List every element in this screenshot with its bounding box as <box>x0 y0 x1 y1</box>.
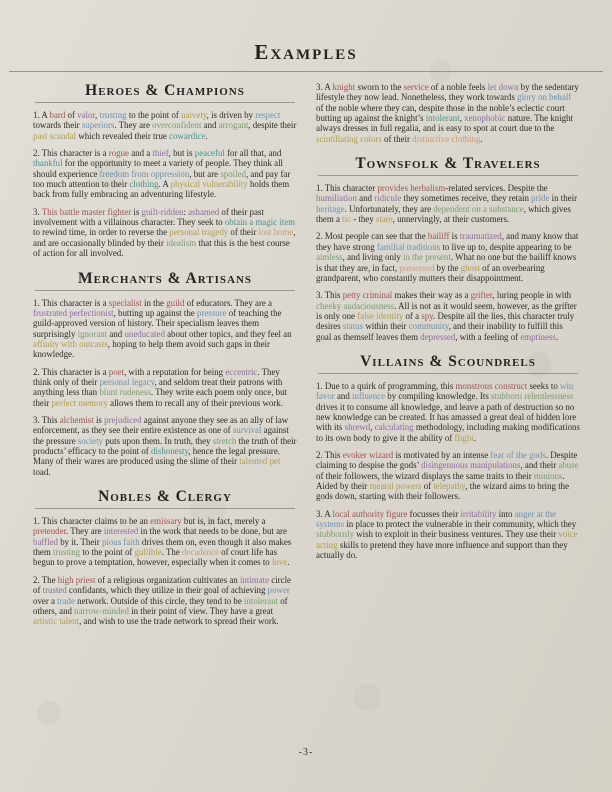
text-run: that this is the best course of action for all involved. <box>33 237 290 259</box>
text-run: nature. The knight always dresses in full regalia, and is easy to spot at court due to the <box>316 113 573 134</box>
text-run: 3. This <box>33 415 60 425</box>
text-run: of a <box>403 310 422 321</box>
keyword-gold: gullible <box>134 547 162 558</box>
keyword-green: in the present <box>403 252 451 263</box>
text-run: by the sedentary lifestyle they now lead. Nonetheless, they work towards <box>316 82 579 103</box>
keyword-red: pretender <box>33 526 67 537</box>
keyword-gold: perfect memory <box>51 397 108 408</box>
text-run: . Despite claiming to despise the gods’ <box>316 450 578 471</box>
text-run: in the work that needs to be done, but are <box>138 526 287 537</box>
text-run: , and their <box>520 460 559 471</box>
text-run: . They are <box>114 120 153 131</box>
keyword-blue: personal legacy <box>99 376 155 387</box>
keyword-green: cheeky audaciousness <box>316 300 395 311</box>
text-run: to live up to, despite appearing to be <box>440 241 572 252</box>
text-run: 2. This character is a <box>33 148 109 159</box>
text-run: puts upon them. In truth, they <box>103 435 213 446</box>
text-run: and <box>107 328 125 339</box>
keyword-purple: depressed <box>420 331 456 342</box>
keyword-purple: intimate <box>239 574 270 585</box>
text-run: is <box>93 415 105 425</box>
keyword-red: service <box>403 82 429 92</box>
text-run: network. Outside of this circle, they tend to be <box>74 595 244 606</box>
text-run: is <box>131 206 142 217</box>
keyword-gold: past scandal <box>33 130 77 141</box>
keyword-green: spoiled <box>220 168 246 179</box>
text-run: , with a feeling of <box>455 331 521 342</box>
section-heading-rule <box>35 508 295 509</box>
paragraph <box>33 367 297 408</box>
keyword-blue: community <box>408 321 449 332</box>
keyword-red: bailiff <box>427 231 450 242</box>
text-run: about other topics, and they feel an <box>164 328 292 339</box>
keyword-green: trusting <box>52 547 81 558</box>
text-run: . Unfortunately, they are <box>344 203 434 214</box>
keyword-blue: status <box>342 321 364 332</box>
text-run: drives it to consume all knowledge, and leave a path of destruction so no new knowledge can be created. It has amassed a great deal of hidden lore with its <box>316 401 577 433</box>
keyword-purple: frustrated perfectionist <box>33 307 114 318</box>
text-run: , which gives them a <box>316 203 571 225</box>
text-run: , with a reputation for being <box>124 366 226 377</box>
keyword-blue: familial traditions <box>376 241 441 252</box>
text-run: , and living only <box>342 252 404 263</box>
page-number: -3- <box>298 747 314 758</box>
text-run: which revealed their true <box>76 130 170 141</box>
text-run: is <box>449 231 460 242</box>
keyword-red: emissary <box>150 516 182 527</box>
keyword-teal: intolerant <box>425 113 460 124</box>
paragraph <box>33 575 297 627</box>
text-run: . They think only of their <box>33 366 280 387</box>
text-run: sworn to the <box>355 82 404 92</box>
text-run: 3. This <box>316 290 343 301</box>
text-run: 3. A <box>316 82 333 92</box>
text-run: focusses their <box>407 508 461 519</box>
keyword-red: monstrous construct <box>455 380 528 391</box>
keyword-gold: affinity with outcasts <box>33 338 108 349</box>
keyword-gold: telepathy <box>433 481 466 492</box>
text-run: methodology, including making modifications to its own body to give it the ability of <box>316 422 580 443</box>
section-heading <box>33 82 297 103</box>
text-run: 1. Due to a quirk of programming, this <box>316 380 456 391</box>
text-run: 1. This character is a <box>33 297 109 308</box>
text-run: 1. A <box>33 110 50 121</box>
text-run: 2. The <box>33 574 58 585</box>
keyword-purple: traumatized <box>459 231 502 242</box>
paragraph <box>316 381 580 443</box>
keyword-teal: peaceful <box>194 148 225 159</box>
keyword-purple: shrewd <box>344 422 371 433</box>
text-run: by compiling knowledge. Its <box>385 391 492 402</box>
keyword-purple: ashamed <box>188 206 220 217</box>
text-run: of the noble where they can, despite those in the noble’s eclectic court butting up against the knight’s <box>316 102 565 124</box>
keyword-teal: dishonesty <box>150 446 189 457</box>
page-title: Examples <box>254 40 358 64</box>
text-run: but is, in fact, merely a <box>181 516 266 527</box>
keyword-red: provides herbalism <box>377 183 446 194</box>
section-heading-text: Nobles & Clergy <box>98 488 232 506</box>
paragraph <box>316 82 580 144</box>
paragraph <box>33 298 297 360</box>
keyword-green: aimless <box>316 252 343 263</box>
text-run: , but is <box>168 148 195 159</box>
text-run: confidants, which they utilize in their goal of achieving <box>66 585 268 596</box>
text-run: , but are <box>189 168 221 179</box>
text-run: in the <box>141 297 167 308</box>
text-run: , <box>95 110 100 121</box>
section-heading-rule <box>35 102 295 103</box>
text-run: by it. Their <box>57 536 102 547</box>
keyword-teal: obtain a magic item <box>224 217 296 228</box>
text-run: of educators. They are a <box>184 297 272 308</box>
paragraph <box>316 183 580 224</box>
paragraph <box>316 231 580 283</box>
paragraph <box>316 450 580 502</box>
text-run: to rewind time, in order to reverse the <box>33 227 170 238</box>
text-run: against anyone they see as an ally of law enforcement, as they see their entire existence as one of <box>33 415 289 436</box>
text-run: allows them to recall any of their previous work. <box>107 397 283 408</box>
text-run: , unnervingly, at their customers. <box>392 214 510 225</box>
text-run: , butting up against the <box>113 307 197 318</box>
paragraph <box>316 509 580 561</box>
text-run: against the pressure <box>33 425 289 446</box>
keyword-blue: pious faith <box>101 536 140 547</box>
keyword-green: stubbornly <box>316 529 354 540</box>
keyword-green: dependent on a substance <box>433 203 524 214</box>
keyword-tan: lost home <box>258 227 294 238</box>
text-run: , and their inability to fulfill this goal as themself leaves them <box>316 321 563 342</box>
text-run: , <box>459 113 465 124</box>
keyword-gold: naivety <box>181 110 207 121</box>
text-run: . A <box>158 179 171 190</box>
keyword-green: abuse <box>558 460 579 471</box>
text-run: , the wizard aims to bring the gods down, starting with their followers. <box>316 481 570 502</box>
paragraph <box>33 148 297 200</box>
keyword-purple: calculating <box>374 422 414 433</box>
keyword-green: narrow-minded <box>74 605 129 616</box>
keyword-blue: win favor <box>316 380 574 402</box>
text-run: for all that, and <box>224 148 282 159</box>
keyword-blue: pressure <box>196 307 227 318</box>
keyword-blue: pride <box>531 193 550 204</box>
paragraph <box>33 516 297 568</box>
keyword-gold: artistic talent <box>33 616 80 627</box>
text-run: to the point of <box>126 110 182 121</box>
keyword-red: specialist <box>108 297 142 308</box>
paragraph <box>316 290 580 342</box>
paragraph <box>33 207 297 259</box>
text-run: of <box>65 110 78 121</box>
text-run: for the opportunity to meet a variety of people. They think all should experience <box>33 158 283 179</box>
keyword-teal: clothing <box>129 179 159 190</box>
keyword-blue: influence <box>352 391 386 402</box>
text-run: within their <box>363 321 409 332</box>
keyword-gold: tic <box>342 214 351 225</box>
text-run: - they <box>351 214 376 225</box>
section-heading <box>33 488 297 509</box>
content-columns <box>0 82 612 634</box>
text-run: circle of <box>33 574 291 596</box>
column-right <box>316 82 580 634</box>
keyword-blue: respect <box>255 110 281 121</box>
keyword-red: alchemist <box>59 415 94 425</box>
text-run: 2. This character is a <box>33 366 109 377</box>
keyword-blue: fear of the gods <box>490 450 546 461</box>
title-rule <box>9 71 603 72</box>
text-run: , <box>370 422 375 433</box>
column-left <box>33 82 297 634</box>
keyword-red: guild <box>166 297 185 308</box>
keyword-tan: distinctive clothing <box>412 133 481 144</box>
text-run: . <box>473 432 476 443</box>
paragraph <box>33 110 297 141</box>
keyword-purple: disingenuous manipulations <box>421 460 521 471</box>
keyword-purple: uneducated <box>124 328 165 339</box>
section-heading-text: Merchants & Artisans <box>77 269 253 287</box>
keyword-purple: interested <box>103 526 139 537</box>
keyword-red: petty criminal <box>342 290 393 301</box>
text-run: . <box>480 133 483 144</box>
keyword-purple: ridicule <box>374 193 402 204</box>
text-run: drives them on, even though it also makes them <box>33 536 292 558</box>
keyword-gold: stare <box>375 214 393 225</box>
section-heading-rule <box>318 175 578 176</box>
keyword-tan: possessed <box>399 262 435 273</box>
keyword-red: local authority figure <box>332 508 408 519</box>
keyword-green: idealism <box>166 237 197 248</box>
keyword-red: This battle master fighter <box>41 206 132 217</box>
text-run: 3. A <box>316 508 333 519</box>
text-run: , despite their <box>248 120 297 131</box>
keyword-red: bard <box>49 110 66 121</box>
keyword-teal: thankful <box>33 158 63 169</box>
keyword-blue: heritage <box>316 203 345 214</box>
text-run: , and pay far too much attention to their <box>33 168 291 190</box>
text-run: , and wish to use the trade network to spread their work. <box>79 616 279 627</box>
text-run: of a noble feels <box>428 82 488 92</box>
keyword-gold: false identity <box>357 310 404 321</box>
text-run: in their point of view. They have a great <box>128 605 274 616</box>
text-run: 3. <box>33 206 42 217</box>
text-run: 2. This <box>316 450 343 461</box>
text-run: -related services. Despite the <box>445 183 548 194</box>
text-run: , and many know that they have strong <box>316 231 579 252</box>
keyword-blue: glory on behalf <box>517 92 572 103</box>
keyword-green: intolerant <box>243 595 278 606</box>
section-heading-text: Heroes & Champions <box>85 82 245 99</box>
keyword-green: ignorant <box>77 328 108 339</box>
text-run: and a <box>128 148 153 159</box>
keyword-purple: valor <box>77 110 96 121</box>
text-run: of others, and <box>33 595 288 616</box>
keyword-green: stretch <box>212 435 237 446</box>
text-run: by the <box>434 262 461 273</box>
keyword-teal: cowardice <box>169 130 206 141</box>
text-run: . <box>287 557 290 568</box>
text-run: of their <box>381 133 413 144</box>
keyword-purple: emptiness <box>520 331 556 342</box>
text-run: . They write each poem only once, but their <box>33 387 287 408</box>
text-run: the truth of their products’ efficacy to the point of <box>33 435 297 457</box>
section-heading-text: Villains & Scoundrels <box>360 352 536 370</box>
keyword-green: arrogant <box>218 120 249 131</box>
text-run: seeks to <box>527 380 561 391</box>
text-run: . Despite all the lies, this character truly desires <box>316 310 575 332</box>
text-run: of court life has begun to prove a temptation, however, especially when it comes to <box>33 547 278 568</box>
section-heading-text: Townsfolk & Travelers <box>355 155 541 173</box>
keyword-tan: decadence <box>182 547 219 558</box>
keyword-red: poet <box>108 366 125 377</box>
text-run: of a religious organization cultivates an <box>95 574 240 585</box>
text-run: holds them back from fully embracing an adventuring lifestyle. <box>33 179 290 200</box>
text-run: in their <box>549 193 578 204</box>
text-run: 1. This character <box>316 183 378 194</box>
keyword-blue: society <box>77 435 103 446</box>
keyword-blue: power <box>267 585 290 596</box>
text-run: 1. This character claims to be an <box>33 516 151 527</box>
text-run: is motivated by an intense <box>393 450 491 461</box>
text-run: of their followers, the wizard displays the same traits to their <box>316 470 534 481</box>
keyword-green: stubborn relentlessness <box>491 391 574 402</box>
keyword-gold: voice acting <box>316 529 578 550</box>
keyword-red: knight <box>332 82 356 92</box>
keyword-green: blunt rudeness <box>99 387 151 398</box>
keyword-gold: personal tragedy <box>169 227 229 238</box>
text-run: they sometimes receive, they retain <box>401 193 532 204</box>
keyword-blue: freedom from oppression <box>99 168 190 179</box>
keyword-blue: survival <box>232 425 262 436</box>
keyword-blue: trade <box>57 595 75 606</box>
keyword-gold: flight <box>454 432 474 443</box>
keyword-green: overconfident <box>152 120 202 131</box>
section-heading-rule <box>318 373 578 374</box>
text-run: , hoping to help them avoid such gaps in their knowledge. <box>33 338 270 360</box>
keyword-gold: ghost <box>460 262 480 273</box>
keyword-gold: scintillating colors <box>316 133 382 144</box>
text-run: . Aided by their <box>316 470 565 492</box>
text-run: and <box>334 391 352 402</box>
text-run: , and are occasionally blinded by their <box>33 227 296 248</box>
keyword-red: evoker wizard <box>342 450 394 461</box>
text-run: in place to protect the vulnerable in their community, which they <box>344 519 577 530</box>
text-run: , luring people in with <box>492 290 572 301</box>
keyword-red: rogue <box>108 148 129 159</box>
text-run: into <box>496 508 515 519</box>
text-run: of their <box>228 227 259 238</box>
keyword-purple: trusted <box>42 585 67 596</box>
keyword-purple: prejudiced <box>104 415 142 425</box>
keyword-gold: love <box>271 557 288 568</box>
keyword-purple: eccentric <box>225 366 258 377</box>
section-heading <box>316 353 580 374</box>
text-run: : <box>183 206 189 217</box>
text-run: and <box>201 120 219 131</box>
keyword-red: grifter <box>470 290 493 301</box>
text-run: toad. <box>33 466 51 477</box>
text-run: of teaching the guild-approved version of history. Their specialism leaves them surprisingly <box>33 307 282 339</box>
section-heading <box>33 270 297 291</box>
text-run: 2. Most people can see that the <box>316 231 428 242</box>
keyword-blue: trusting <box>99 110 127 121</box>
text-run: . <box>555 331 559 342</box>
keyword-purple: irritability <box>460 508 497 519</box>
keyword-purple: baffled <box>33 536 58 547</box>
keyword-blue: anger at the systems <box>316 508 557 530</box>
text-run: . They are <box>66 526 104 537</box>
text-run: skills to pretend they have more influence and support than they actually do. <box>316 539 568 561</box>
text-run: makes their way as a <box>392 290 471 301</box>
keyword-green: minions <box>533 470 563 481</box>
keyword-gold: mental powers <box>369 481 422 492</box>
text-run: towards their <box>33 120 82 131</box>
keyword-purple: humiliation <box>316 193 357 204</box>
keyword-red: spy <box>421 310 434 321</box>
text-run: wish to exploit in their business ventures. They use their <box>353 529 559 540</box>
paragraph <box>33 415 297 477</box>
keyword-gold: physical vulnerability <box>170 179 248 190</box>
text-run: and <box>356 193 375 204</box>
text-run: . All is not as it would seem, however, as the grifter is only one <box>316 300 577 321</box>
keyword-gold: talented pet <box>239 456 281 467</box>
text-run: . The <box>161 547 182 558</box>
text-run: , hence the legal pressure. Many of their wares are produced using the slime of their <box>33 446 281 467</box>
text-run: of their past involvement with a villainous character. They seek to <box>33 206 264 228</box>
text-run: of an overbearing grandparent, who constantly mutters their disappointment. <box>316 262 545 283</box>
keyword-purple: xenophobic <box>464 113 506 124</box>
keyword-blue: superiors <box>81 120 115 131</box>
keyword-purple: thief <box>152 148 169 159</box>
keyword-red: high priest <box>57 574 96 585</box>
text-run: . What no one but the bailiff knows is that they are, in fact, <box>316 252 577 273</box>
text-run: , is driven by <box>206 110 256 121</box>
section-heading-rule <box>35 290 295 291</box>
text-run: of <box>421 481 434 492</box>
keyword-purple: guilt-ridden <box>141 206 184 217</box>
text-run: to the point of <box>80 547 135 558</box>
text-run: over a <box>33 595 58 606</box>
text-run: , and seldom treat their patrons with anything less than <box>33 376 283 398</box>
section-heading <box>316 155 580 176</box>
text-run: . <box>205 130 208 141</box>
keyword-purple: let down <box>487 82 519 92</box>
